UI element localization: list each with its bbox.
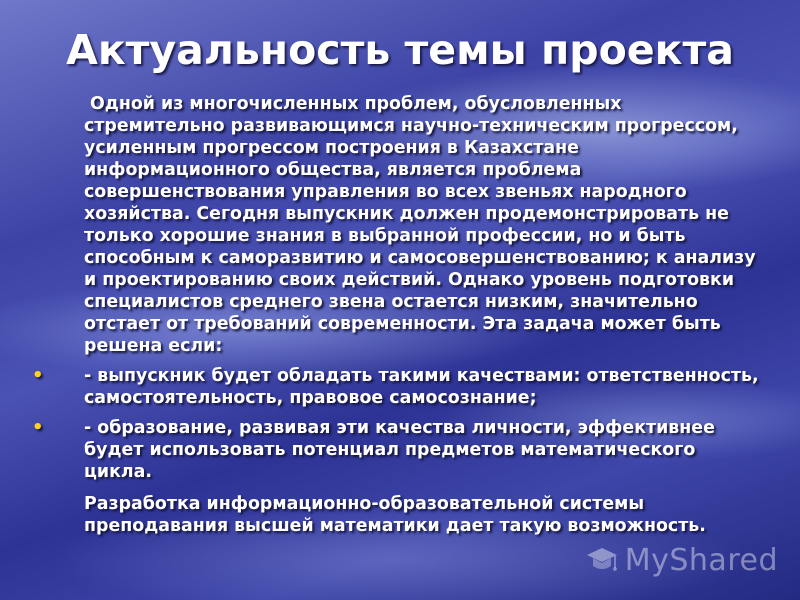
- watermark-text: MyShared: [624, 543, 778, 578]
- slide-title: Актуальность темы проекта: [66, 26, 734, 74]
- bullet-text: - образование, развивая эти качества личности, эффективнее будет использовать потенциал предметов математического цикла.: [84, 418, 715, 482]
- watermark: [585, 543, 778, 578]
- bullet-text: - выпускник будет обладать такими качествами: ответственность, самостоятельность, правовое самосознание;: [84, 366, 759, 408]
- bullet-item: [30, 365, 765, 409]
- bullet-icon: •: [32, 417, 44, 438]
- intro-paragraph: Одной из многочисленных проблем, обусловленных стремительно развивающимся научно-техническим прогрессом, усиленным прогрессом построения в Казахстане информационного общества, является проблема совершенствования управления во всех звеньях народного хозяйства. Сегодня выпускник должен продемонстрировать не только хорошие знания в выбранной профессии, но и быть способным к саморазвитию и самосовершенствованию; к анализу и проектированию своих действий. Однако уровень подготовки специалистов среднего звена остается низким, значительно отстает от требований современности. Эта задача может быть решена если:: [84, 94, 756, 356]
- mortarboard-icon: [585, 544, 619, 578]
- bullet-icon: •: [32, 365, 44, 386]
- bullet-item: [30, 417, 765, 483]
- conclusion-paragraph: Разработка информационно-образовательной системы преподавания высшей математики дает такую возможность.: [84, 494, 706, 536]
- slide-body: [30, 93, 765, 537]
